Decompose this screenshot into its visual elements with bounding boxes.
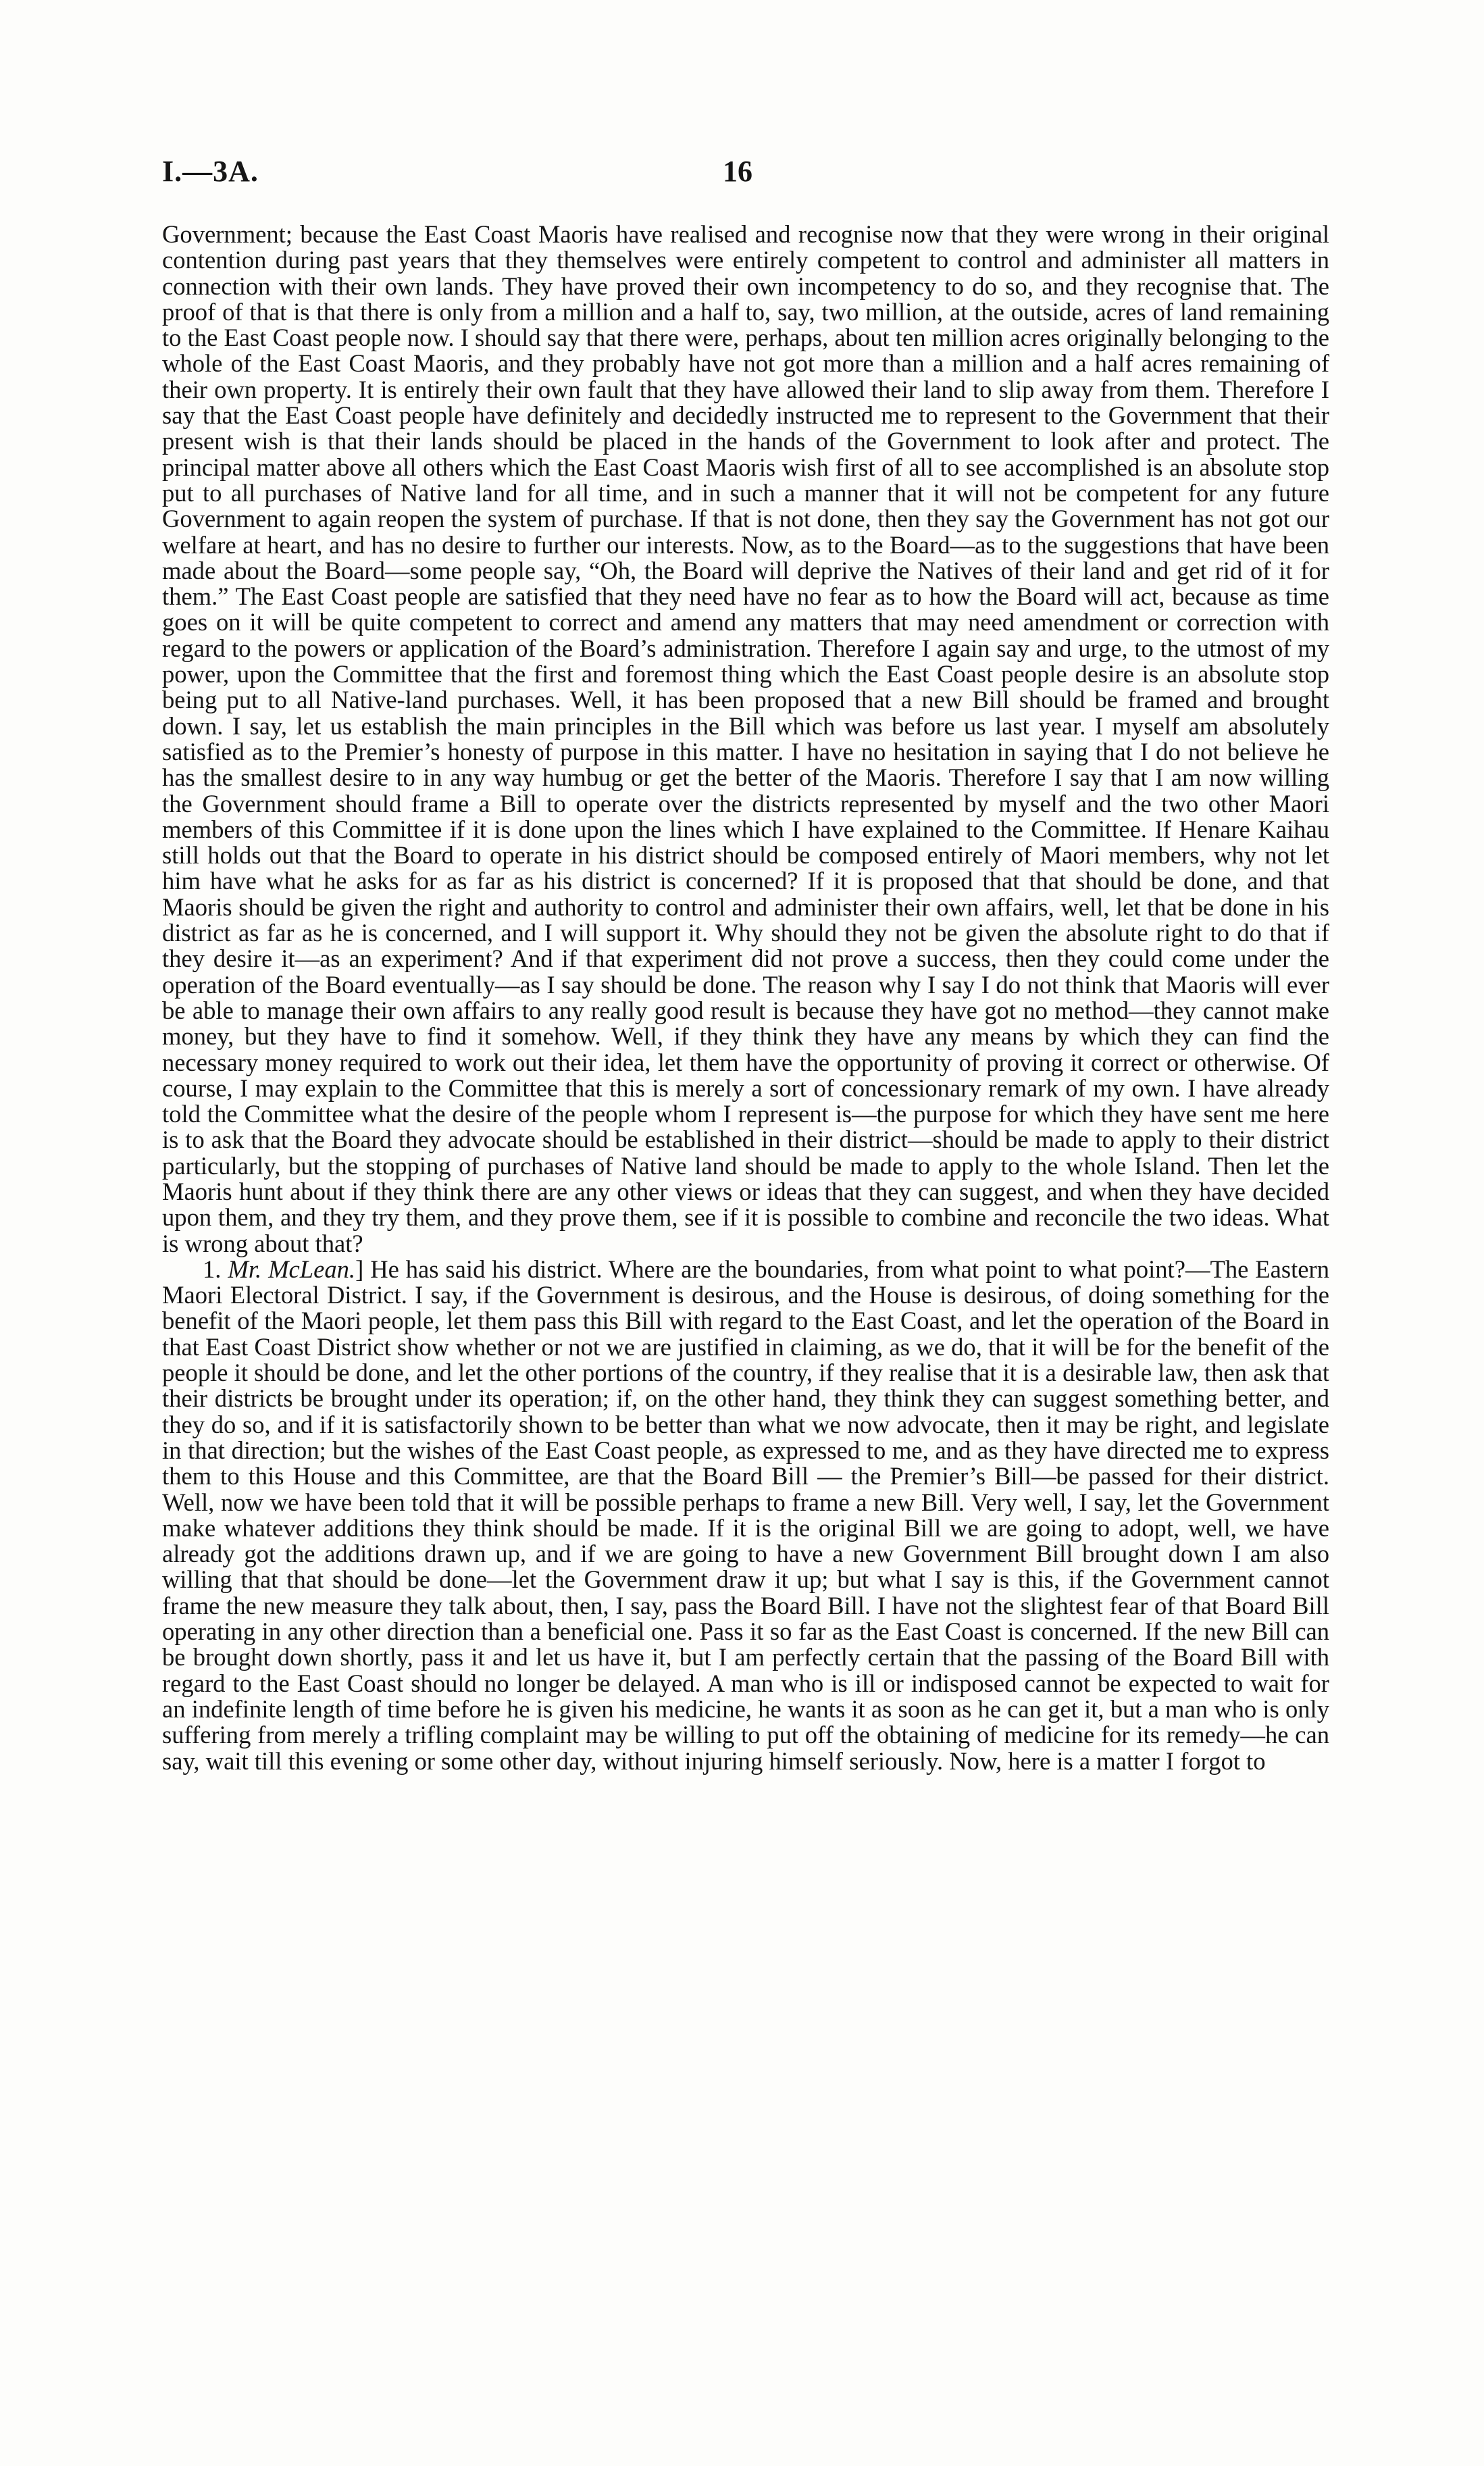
page-header — [162, 154, 1331, 195]
document-reference: I.—3A. — [162, 155, 259, 188]
paragraph-question: 1. Mr. McLean.] He has said his district. Where are the boundaries, from what point to what point?—The Eastern Maori Electoral District. I say, if the Government is desirous, and the House is desirous, of doing something for the benefit of the Maori people, let them pass this Bill with regard to the East Coast, and let the operation of the Board in that East Coast District show whether or not we are justified in claiming, as we do, that it will be for the benefit of the people it should be done, and let the other portions of the country, if they realise that it is a desirable law, then ask that their districts be brought under its operation; if, on the other hand, they think they can suggest something better, and they do so, and if it is satisfactorily shown to be better than what we now advocate, then it may be right, and legislate in that direction; but the wishes of the East Coast people, as expressed to me, and as they have directed me to express them to this House and this Committee, are that the Board Bill — the Premier’s Bill—be passed for their district. Well, now we have been told that it will be possible perhaps to frame a new Bill. Very well, I say, let the Government make whatever additions they think should be made. If it is the original Bill we are going to adopt, well, we have already got the additions drawn up, and if we are going to have a new Government Bill brought down I am also willing that that should be done—let the Government draw it up; but what I say is this, if the Government cannot frame the new measure they talk about, then, I say, pass the Board Bill. I have not the slightest fear of that Board Bill operating in any other direction than a beneficial one. Pass it so far as the East Coast is concerned. If the new Bill can be brought down shortly, pass it and let us have it, but I am perfectly certain that the passing of the Board Bill with regard to the East Coast should no longer be delayed. A man who is ill or indisposed cannot be expected to wait for an indefinite length of time before he is given his medicine, he wants it as soon as he can get it, but a man who is only suffering from merely a trifling complaint may be willing to put off the obtaining of medicine for its remedy—he can say, wait till this evening or some other day, without injuring himself seriously. Now, here is a matter I forgot to — [162, 1255, 1329, 1775]
paragraph-text: He has said his district. Where are the boundaries, from what point to what point?—The Eastern Maori Electoral District. I say, if the Government is desirous, and the House is desirous, of doing something for the benefit of the Maori people, let them pass this Bill with regard to the East Coast, and let the operation of the Board in that East Coast District show whether or not we are justified in claiming, as we do, that it will be for the benefit of the people it should be done, and let the other portions of the country, if they realise that it is a desirable law, then ask that their districts be brought under its operation; if, on the other hand, they think they can suggest something better, and they do so, and if it is satisfactorily shown to be better than what we now advocate, then it may be right, and legislate in that direction; but the wishes of the East Coast people, as expressed to me, and as they have directed me to express them to this House and this Committee, are that the Board Bill — the Premier’s Bill—be passed for their district. Well, now we have been told that it will be possible perhaps to frame a new Bill. Very well, I say, let the Government make whatever additions they think should be made. If it is the original Bill we are going to adopt, well, we have already got the additions drawn up, and if we are going to have a new Government Bill brought down I am also willing that that should be done—let the Government draw it up; but what I say is this, if the Government cannot frame the new measure they talk about, then, I say, pass the Board Bill. I have not the slightest fear of that Board Bill operating in any other direction than a beneficial one. Pass it so far as the East Coast is concerned. If the new Bill can be brought down shortly, pass it and let us have it, but I am perfectly certain that the passing of the Board Bill with regard to the East Coast should no longer be delayed. A man who is ill or indisposed cannot be expected to wait for an indefinite length of time before he is given his medicine, he wants it as soon as he can get it, but a man who is only suffering from merely a trifling complaint may be willing to put off the obtaining of medicine for its remedy—he can say, wait till this evening or some other day, without injuring himself seriously. Now, here is a matter I forgot to — [162, 1255, 1329, 1775]
question-number: 1. — [203, 1255, 222, 1283]
paragraph-continuation — [162, 222, 1329, 1257]
body-text — [162, 222, 1329, 1774]
paragraph-text: Government; because the East Coast Maoris have realised and recognise now that they were wrong in their original contention during past years that they themselves were entirely competent to control and administer all matters in connection with their own lands. They have proved their own incompetency to do so, and they recognise that. The proof of that is that there is only from a million and a half to, say, two million, at the outside, acres of land remaining to the East Coast people now. I should say that there were, perhaps, about ten million acres originally belonging to the whole of the East Coast Maoris, and they probably have not got more than a million and a half acres remaining of their own property. It is entirely their own fault that they have allowed their land to slip away from them. Therefore I say that the East Coast people have definitely and decidedly instructed me to represent to the Government that their present wish is that their lands should be placed in the hands of the Government to look after and protect. The principal matter above all others which the East Coast Maoris wish first of all to see accomplished is an absolute stop put to all purchases of Native land for all time, and in such a manner that it will not be competent for any future Government to again reopen the system of purchase. If that is not done, then they say the Government has not got our welfare at heart, and has no desire to further our interests. Now, as to the Board—as to the suggestions that have been made about the Board—some people say, “Oh, the Board will deprive the Natives of their land and get rid of it for them.” The East Coast people are satisfied that they need have no fear as to how the Board will act, because as time goes on it will be quite competent to correct and amend any matters that may need amendment or correction with regard to the powers or application of the Board’s administration. Therefore I again say and urge, to the utmost of my power, upon the Committee that the first and foremost thing which the East Coast people desire is an absolute stop being put to all Native-land purchases. Well, it has been proposed that a new Bill should be framed and brought down. I say, let us establish the main principles in the Bill which was before us last year. I myself am absolutely satisfied as to the Premier’s honesty of purpose in this matter. I have no hesitation in saying that I do not believe he has the smallest desire to in any way humbug or get the better of the Maoris. Therefore I say that I am now willing the Government should frame a Bill to operate over the districts represented by myself and the two other Maori members of this Committee if it is done upon the lines which I have explained to the Committee. If Henare Kaihau still holds out that the Board to operate in his district should be composed entirely of Maori members, why not let him have what he asks for as far as his district is concerned? If it is proposed that that should be done, and that Maoris should be given the right and authority to control and administer their own affairs, well, let that be done in his district as far as he is concerned, and I will support it. Why should they not be given the absolute right to do that if they desire it—as an experiment? And if that experiment did not prove a success, then they could come under the operation of the Board eventually—as I say should be done. The reason why I say I do not think that Maoris will ever be able to manage their own affairs to any really good result is because they have got no method—they cannot make money, but they have to find it somehow. Well, if they think they have any means by which they can find the necessary money required to work out their idea, let them have the opportunity of proving it correct or otherwise. Of course, I may explain to the Committee that this is merely a sort of concessionary remark of my own. I have already told the Committee what the desire of the people whom I represent is—the purpose for which they have sent me here is to ask that the Board they advocate should be established in their district—should be made to apply to their district particularly, but the stopping of purchases of Native land should be made to apply to the whole Island. Then let the Maoris hunt about if they think there are any other views or ideas that they can suggest, and when they have decided upon them, and they try them, and they prove them, see if it is possible to combine and reconcile the two ideas. What is wrong about that? — [162, 220, 1329, 1257]
speaker-name: Mr. McLean. — [228, 1255, 356, 1283]
page-number: 16 — [723, 155, 752, 188]
